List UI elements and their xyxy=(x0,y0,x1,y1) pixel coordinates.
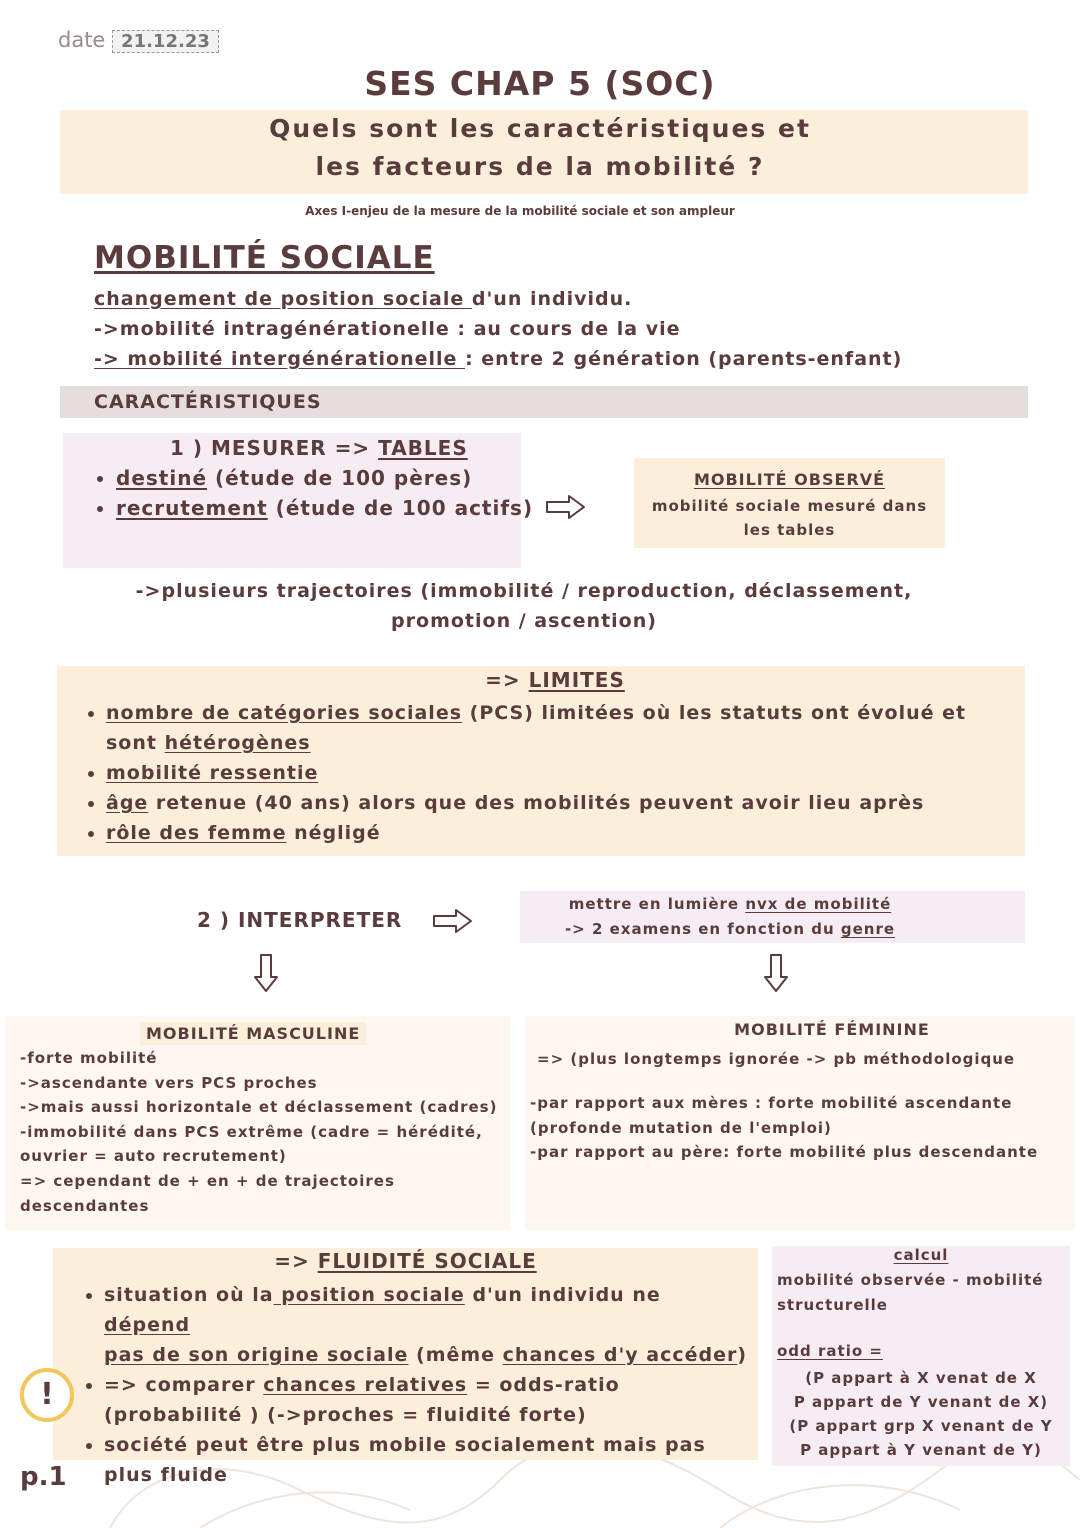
limites-item-term: rôle des femme xyxy=(106,822,287,844)
limites-item-term: mobilité ressentie xyxy=(106,762,319,784)
warning-icon xyxy=(20,1368,74,1422)
fluidite-text: (probabilité ) (->proches = fluidité forte) xyxy=(104,1404,587,1426)
lumiere-link: nvx de mobilité xyxy=(745,895,892,913)
limites-item-rest: négligé xyxy=(286,822,381,844)
page-number: p.1 xyxy=(20,1462,67,1492)
limites-item-term: nombre de catégories sociales xyxy=(106,702,463,724)
right-arrow-icon xyxy=(545,493,587,521)
fluidite-text: société peut être plus mobile socialement mais pas plus fluide xyxy=(104,1434,706,1486)
limites-item xyxy=(106,788,1020,818)
trajectoires-line-2: promotion / ascention) xyxy=(391,610,657,632)
masculine-line: descendantes xyxy=(20,1196,150,1215)
definition-line xyxy=(94,288,632,310)
lumiere-prefix: mettre en lumière xyxy=(568,895,746,913)
interpreter-title: 2 ) INTERPRETER xyxy=(197,908,403,932)
inter-rest: : entre 2 génération (parents-enfant) xyxy=(465,348,903,370)
mesurer-item-term: destiné xyxy=(116,466,208,490)
masculine-line: -immobilité dans PCS extrême (cadre = hérédité, xyxy=(20,1122,483,1141)
question-line-1: Quels sont les caractéristiques et xyxy=(269,114,811,143)
limites-item-rest: (PCS) limitées où les statuts ont évolué et sont xyxy=(106,702,967,754)
masculine-lines xyxy=(20,1046,497,1218)
masculine-line: ->mais aussi horizontale et déclassement (cadres) xyxy=(20,1098,498,1117)
calcul-title: calcul xyxy=(893,1246,949,1264)
fluidite-text: d'un individu ne xyxy=(464,1284,661,1306)
masculine-line: -forte mobilité xyxy=(20,1049,158,1067)
fluidite-text: (même xyxy=(408,1344,503,1366)
lumiere-line-2 xyxy=(520,920,940,938)
masculine-line: ouvrier = auto recrutement) xyxy=(20,1147,287,1166)
fluidite-list xyxy=(82,1280,752,1490)
fluidite-term: pas de son origine sociale xyxy=(104,1344,409,1366)
lumiere-prefix: -> 2 examens en fonction du xyxy=(564,920,841,938)
mesurer-item xyxy=(116,496,533,520)
feminine-line: -par rapport au père: forte mobilité plus descendante xyxy=(530,1143,1039,1162)
odd-ratio-line: (P appart à X venat de X xyxy=(805,1369,1037,1387)
observe-body: mobilité sociale mesuré dans les tables xyxy=(651,497,928,539)
right-arrow-icon xyxy=(432,907,474,935)
masculine-line: ->ascendante vers PCS proches xyxy=(20,1073,318,1092)
masculine-title: MOBILITÉ MASCULINE xyxy=(140,1022,366,1045)
fluidite-text: = odds-ratio xyxy=(467,1374,620,1396)
axes-subtitle: Axes I-enjeu de la mesure de la mobilité sociale et son ampleur xyxy=(305,204,735,218)
odd-ratio-label: odd ratio = xyxy=(777,1342,883,1360)
inter-term: -> mobilité intergénérationelle xyxy=(94,348,466,370)
definition-heading: MOBILITÉ SOCIALE xyxy=(94,240,435,276)
intra-line: ->mobilité intragénérationelle : au cours de la vie xyxy=(94,318,681,340)
odd-ratio-line: (P appart grp X venant de Y xyxy=(789,1417,1053,1435)
definition-term-rest: d'un individu. xyxy=(471,288,633,310)
definition-term: changement de position sociale xyxy=(94,288,472,310)
fluidite-term: chances relatives xyxy=(263,1374,468,1396)
lumiere-link: genre xyxy=(840,920,896,938)
fluidite-item xyxy=(104,1370,752,1430)
limites-list xyxy=(84,698,1020,848)
limites-title-link: LIMITES xyxy=(528,668,625,692)
mesurer-title-link: TABLES xyxy=(378,436,468,460)
fluidite-title xyxy=(53,1249,758,1273)
trajectoires-line-1: ->plusieurs trajectoires (immobilité / reproduction, déclassement, xyxy=(135,580,913,602)
fluidite-term: chances d'y accéder xyxy=(502,1344,738,1366)
calcul-formula: mobilité observée - mobilité structurelle xyxy=(777,1271,1044,1314)
limites-item-term: âge xyxy=(106,792,149,814)
limites-item-term: hétérogènes xyxy=(164,732,311,754)
fluidite-text: situation où la xyxy=(104,1284,274,1306)
feminine-title: MOBILITÉ FÉMININE xyxy=(734,1020,930,1039)
fluidite-title-link: FLUIDITÉ SOCIALE xyxy=(317,1249,537,1273)
down-arrow-icon xyxy=(252,953,280,993)
fluidite-text: => comparer xyxy=(104,1374,264,1396)
mesurer-list xyxy=(94,466,533,520)
down-arrow-icon xyxy=(762,953,790,993)
inter-line xyxy=(94,348,902,370)
odd-ratio-line: P appart de Y venant de X) xyxy=(793,1393,1049,1411)
observe-title: MOBILITÉ OBSERVÉ xyxy=(693,470,886,489)
date-label: date xyxy=(58,28,106,52)
section-caracteristiques: CARACTÉRISTIQUES xyxy=(94,391,322,413)
feminine-lines xyxy=(530,1091,1038,1165)
fluidite-term: dépend xyxy=(104,1314,191,1336)
lumiere-line-1 xyxy=(520,895,940,913)
fluidite-item xyxy=(104,1430,752,1490)
mesurer-title-prefix: 1 ) MESURER => xyxy=(170,436,379,460)
limites-title xyxy=(0,668,1080,692)
mesurer-item-rest: (étude de 100 pères) xyxy=(207,466,473,490)
mesurer-item xyxy=(116,466,533,490)
masculine-line: => cependant de + en + de trajectoires xyxy=(20,1171,395,1190)
limites-item-rest: retenue (40 ans) alors que des mobilités peuvent avoir lieu après xyxy=(148,792,925,814)
limites-item xyxy=(106,818,1020,848)
feminine-intro: => (plus longtemps ignorée -> pb méthodologique xyxy=(537,1050,1016,1068)
fluidite-item xyxy=(104,1280,752,1370)
mesurer-item-rest: (étude de 100 actifs) xyxy=(267,496,534,520)
odd-ratio-lines xyxy=(772,1366,1070,1462)
odd-ratio-line: P appart à Y venant de Y) xyxy=(800,1441,1042,1459)
fluidite-term: position sociale xyxy=(273,1284,465,1306)
fluidite-title-prefix: => xyxy=(274,1249,318,1273)
limites-item xyxy=(106,758,1020,788)
fluidite-text: ) xyxy=(737,1344,748,1366)
question-line-2: les facteurs de la mobilité ? xyxy=(315,152,765,181)
mesurer-title xyxy=(170,436,468,460)
page-title: SES CHAP 5 (SOC) xyxy=(364,64,716,103)
feminine-line: (profonde mutation de l'emploi) xyxy=(530,1118,832,1137)
limites-item xyxy=(106,698,1020,758)
mesurer-item-term: recrutement xyxy=(116,496,268,520)
warning-symbol: ! xyxy=(40,1377,54,1412)
date-value: 21.12.23 xyxy=(112,30,219,53)
date-row xyxy=(58,28,219,52)
feminine-line: -par rapport aux mères : forte mobilité ascendante xyxy=(530,1094,1013,1112)
limites-title-prefix: => xyxy=(485,668,529,692)
